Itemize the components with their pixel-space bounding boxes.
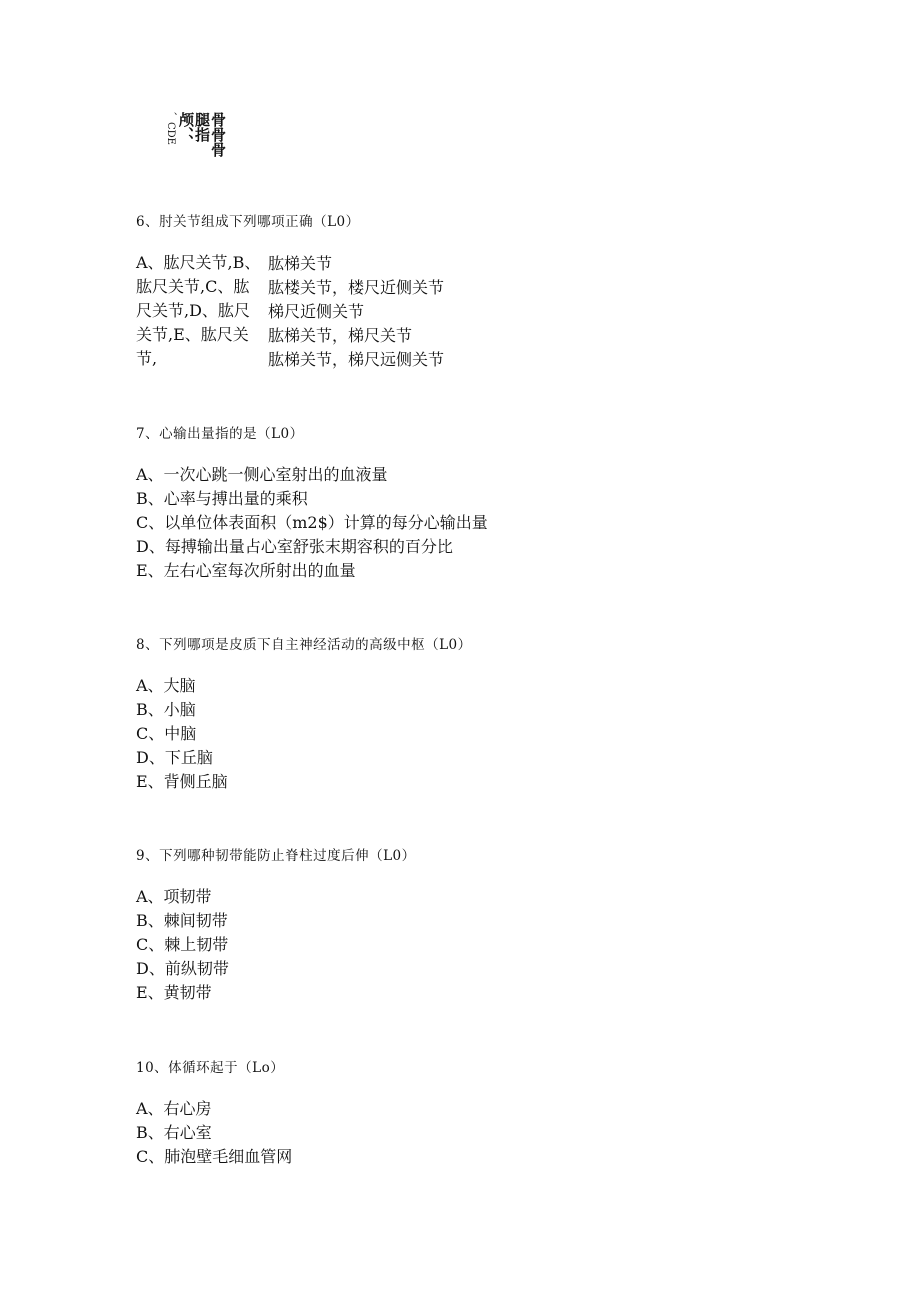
q6-left-line: 节, [136, 349, 158, 368]
q6-left-line: A、肱尺关节,B、 [136, 253, 261, 272]
option-d: D、前纵韧带 [136, 959, 229, 978]
q6-left-line: 关节,E、肱尺关 [136, 325, 249, 344]
option-c: C、肺泡壁毛细血管网 [136, 1147, 293, 1166]
question-10-options [136, 1097, 292, 1169]
option-e: E、背侧丘脑 [136, 772, 228, 791]
option-c: C、中脑 [136, 724, 197, 743]
q6-right-line: 梯尺近侧关节 [268, 302, 365, 321]
q6-right-line: 肱梯关节 [268, 254, 333, 273]
question-8: 8、下列哪项是皮质下自主神经活动的高级中枢（L0） [136, 637, 472, 653]
option-b: B、右心室 [136, 1123, 212, 1142]
fragment-col-3: 颅、、 [177, 112, 195, 150]
question-7-options [136, 463, 488, 583]
option-b: B、心率与搏出量的乘积 [136, 489, 308, 508]
question-6-right-column [268, 252, 444, 372]
option-a: A、项韧带 [136, 887, 212, 906]
fragment-col-2: 腿指 [193, 112, 211, 142]
option-a: A、大脑 [136, 676, 196, 695]
option-b: B、小脑 [136, 700, 196, 719]
question-6-left-column [136, 251, 262, 371]
option-e: E、左右心室每次所射出的血量 [136, 561, 356, 580]
question-9-options [136, 885, 229, 1005]
option-b: B、棘间韧带 [136, 911, 228, 930]
question-8-options [136, 674, 228, 794]
question-10: 10、体循环起于（Lo） [136, 1060, 285, 1076]
option-a: A、一次心跳一侧心室射出的血液量 [136, 465, 388, 484]
question-6: 6、肘关节组成下列哪项正确（L0） [136, 214, 360, 230]
q6-right-line: 肱梯关节，梯尺远侧关节 [268, 350, 445, 369]
option-c: C、棘上韧带 [136, 935, 229, 954]
q6-right-line: 肱梯关节，梯尺关节 [268, 326, 413, 345]
question-7: 7、心输出量指的是（L0） [136, 426, 304, 442]
fragment-col-4: 、CDE [165, 112, 176, 145]
option-c: C、以单位体表面积（m2$）计算的每分心输出量 [136, 513, 488, 532]
option-e: E、黄韧带 [136, 983, 212, 1002]
fragment-col-1: 骨骨骨 [209, 112, 227, 157]
option-d: D、每搏输出量占心室舒张末期容积的百分比 [136, 537, 453, 556]
q6-left-line: 尺关节,D、肱尺 [136, 301, 250, 320]
question-9: 9、下列哪种韧带能防止脊柱过度后伸（L0） [136, 848, 416, 864]
top-fragment [136, 112, 226, 172]
option-d: D、下丘脑 [136, 748, 213, 767]
option-a: A、右心房 [136, 1099, 212, 1118]
q6-right-line: 肱楼关节，楼尺近侧关节 [268, 278, 445, 297]
q6-left-line: 肱尺关节,C、肱 [136, 277, 250, 296]
